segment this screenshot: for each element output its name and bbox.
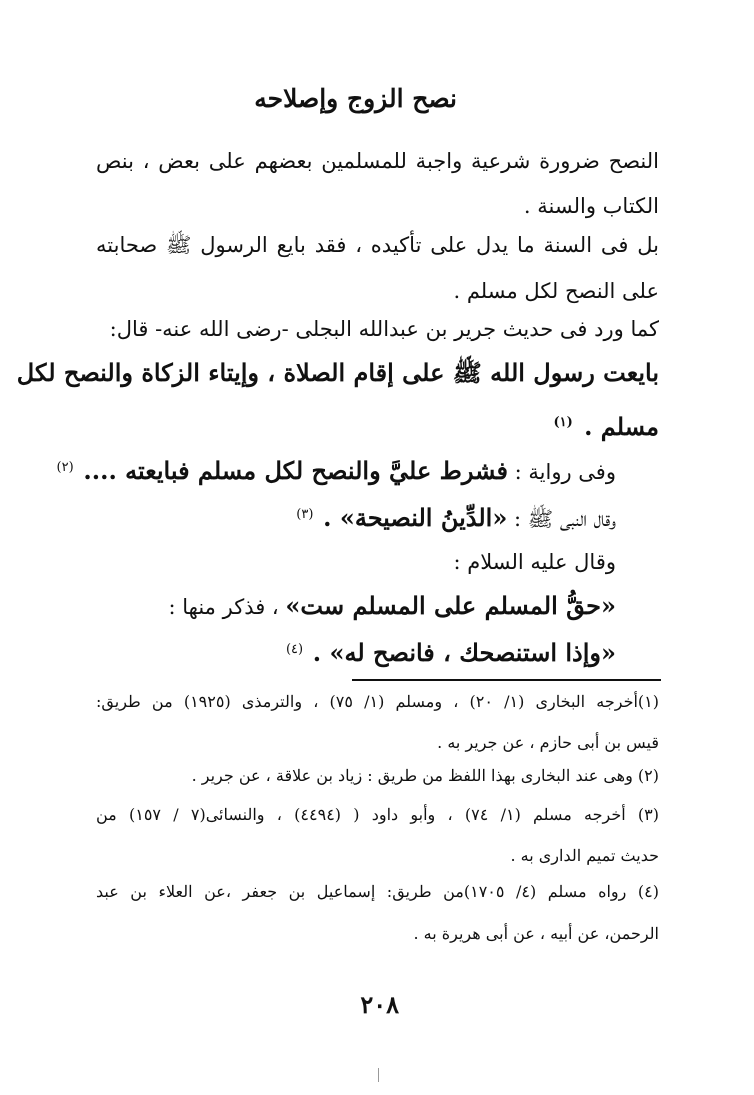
footnote-ref-4: (٤): [285, 642, 304, 657]
footnote-separator: [352, 679, 661, 681]
scan-mark: [378, 1068, 379, 1082]
riwaya-text: فشرط عليَّ والنصح لكل مسلم فبايعته ....: [83, 456, 508, 485]
paragraph-2-line-1: بل فى السنة ما يدل على تأكيده ، فقد بايع الرسول ﷺ صحابته: [96, 233, 659, 257]
istansah-text: «وإذا استنصحك ، فانصح له» .: [312, 638, 616, 667]
riwaya-prefix: وفى رواية :: [514, 460, 616, 484]
hadith-1-line-2: [553, 408, 659, 442]
footnote-ref-1: (١): [553, 415, 573, 430]
nabi-text: «الدِّينُ النصيحة» .: [323, 503, 508, 532]
footnote-ref-3: (٣): [296, 507, 314, 522]
paragraph-1-line-1: النصح ضرورة شرعية واجبة للمسلمين بعضهم على بعض ، بنص: [96, 149, 659, 173]
footnote-4-line-1: (٤) رواه مسلم (٤/ ١٧٠٥)من طريق: إسماعيل بن جعفر ،عن العلاء بن عبد: [96, 882, 660, 901]
paragraph-2-line-2: على النصح لكل مسلم .: [453, 279, 659, 303]
footnote-ref-2: (٢): [56, 460, 74, 475]
page-title: نصح الزوج وإصلاحه: [254, 84, 457, 113]
page-number: ٢٠٨: [360, 990, 399, 1019]
footnote-3-line-1: (٣) أخرجه مسلم (١/ ٧٤) ، وأبو داود ( (٤٤٩٤) ، والنسائى(٧ / ١٥٧) من: [96, 805, 660, 824]
nabi-prefix: وقال النبى ﷺ :: [514, 507, 616, 531]
footnote-1-line-1: (١)أخرجه البخارى (١/ ٢٠) ، ومسلم (١/ ٧٥) ، والترمذى (١٩٢٥) من طريق:: [96, 692, 660, 711]
haqq-text: «حقُّ المسلم على المسلم ست»: [285, 591, 616, 620]
footnote-2-line-1: (٢) وهى عند البخارى بهذا اللفظ من طريق : زياد بن علاقة ، عن جرير .: [191, 766, 659, 785]
haqq-suffix: ، فذكر منها :: [168, 595, 279, 619]
paragraph-3-line-1: كما ورد فى حديث جرير بن عبدالله البجلى -رضى الله عنه- قال:: [109, 317, 659, 341]
footnote-1-line-2: قيس بن أبى حازم ، عن جرير به .: [437, 733, 659, 752]
nabi-line: [296, 500, 616, 534]
footnote-3-line-2: حديث تميم الدارى به .: [510, 846, 659, 865]
hadith-1-line-1: بايعت رسول الله ﷺ على إقام الصلاة ، وإيتاء الزكاة والنصح لكل: [16, 358, 659, 387]
riwaya-line: [57, 453, 616, 487]
footnote-4-line-2: الرحمن، عن أبيه ، عن أبى هريرة به .: [413, 924, 659, 943]
hadith-1-text: مسلم .: [584, 412, 659, 441]
istansah-line: [286, 635, 616, 669]
haqq-line: [169, 591, 616, 622]
paragraph-1-line-2: الكتاب والسنة .: [523, 194, 659, 218]
salam-line: وقال عليه السلام :: [453, 550, 616, 574]
